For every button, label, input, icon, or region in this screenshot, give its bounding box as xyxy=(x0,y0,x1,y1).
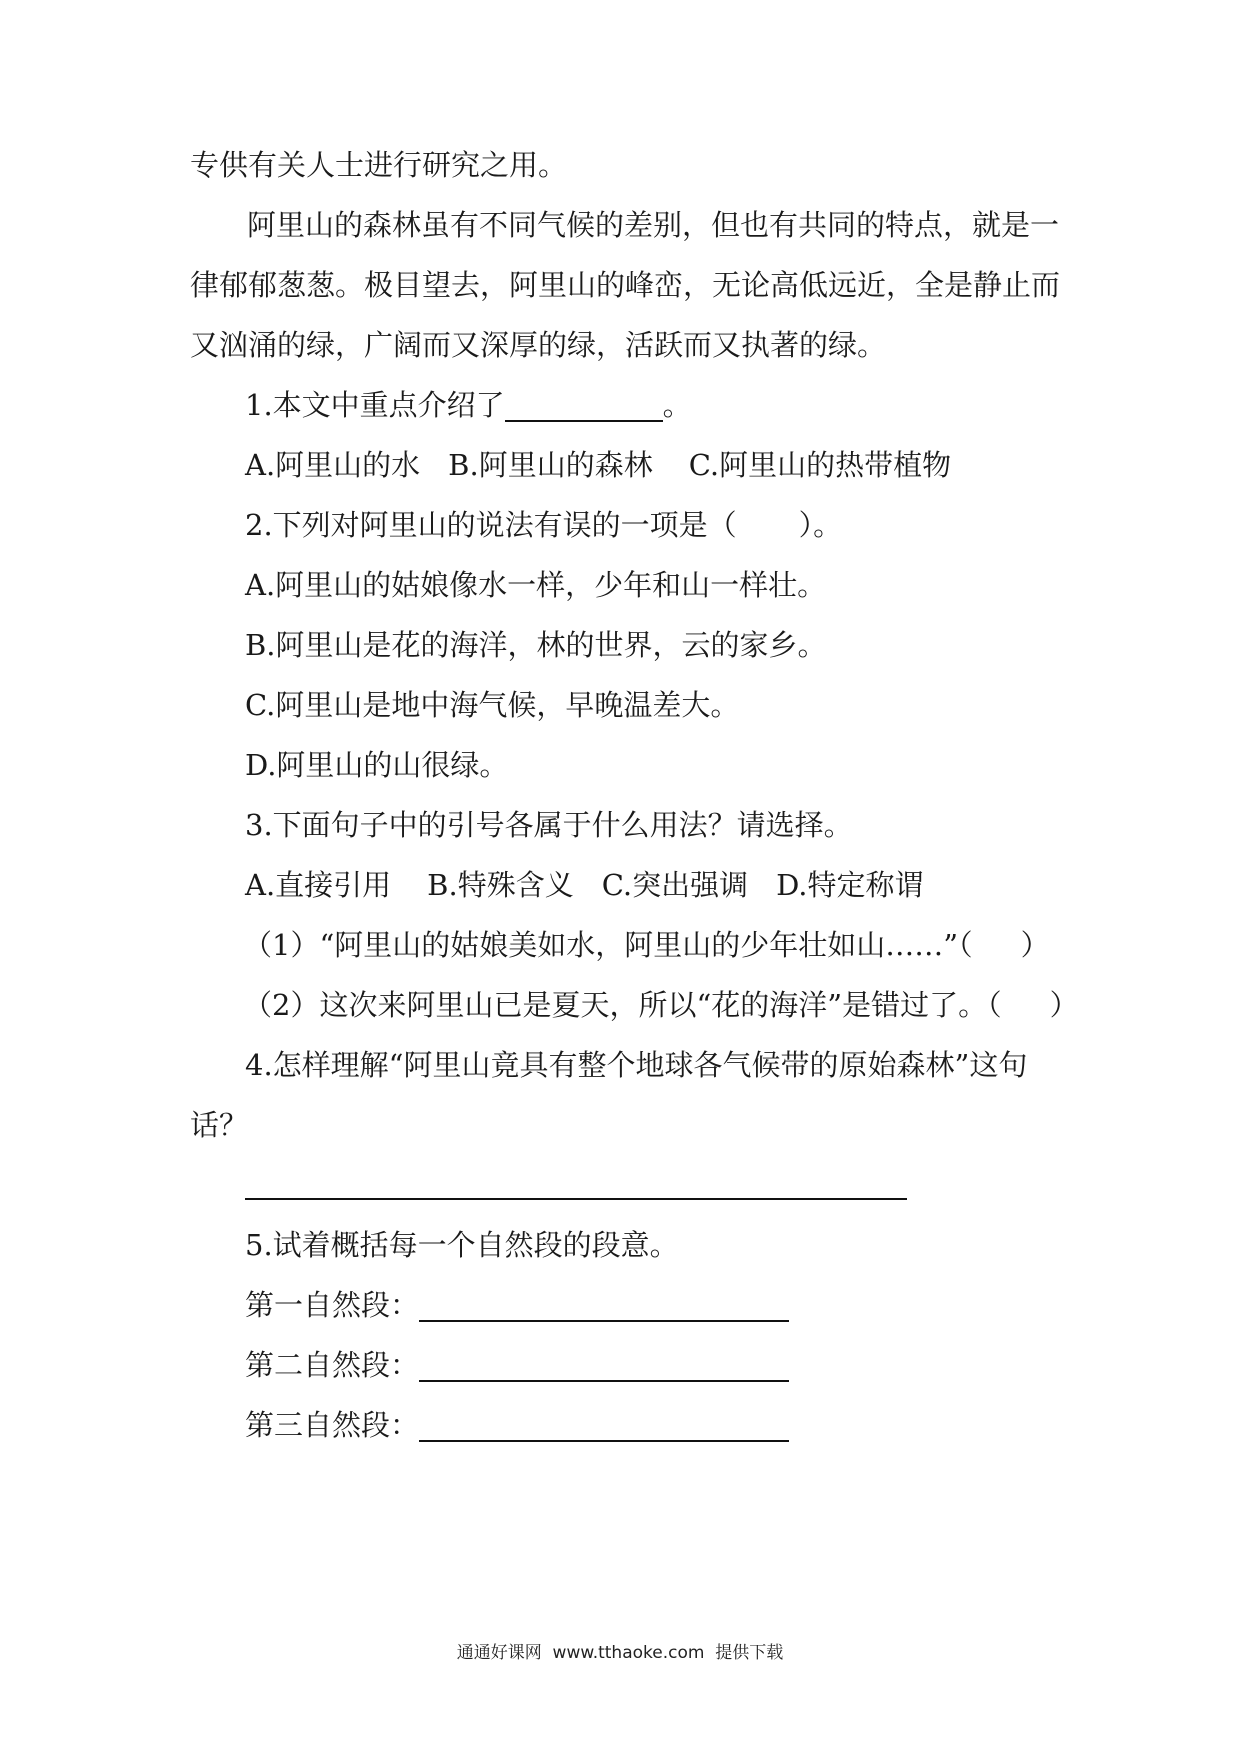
answer-blank[interactable] xyxy=(419,1292,789,1322)
item-text: （2）这次来阿里山已是夏天，所以“花的海洋”是错过了。（ xyxy=(243,988,1002,1022)
option-a: A.直接引用 xyxy=(245,868,392,902)
item-close: ） xyxy=(1049,988,1079,1022)
question-2 xyxy=(245,508,842,542)
option-c[interactable]: C.阿里山的热带植物 xyxy=(688,448,952,482)
question-4-line: 4.怎样理解“阿里山竟具有整个地球各气候带的原始森林”这句 xyxy=(245,1048,1028,1082)
option-c: C.突出强调 xyxy=(601,868,749,902)
question-5-stem: 5.试着概括每一个自然段的段意。 xyxy=(245,1228,679,1262)
question-3-item-2 xyxy=(243,988,1079,1022)
footer-site: 通通好课网 xyxy=(456,1643,542,1663)
paragraph-1-row xyxy=(245,1288,789,1322)
question-1-options xyxy=(245,448,951,482)
item-text: （1）“阿里山的姑娘美如水，阿里山的少年壮如山……”（ xyxy=(243,928,973,962)
passage-line: 专供有关人士进行研究之用。 xyxy=(190,148,568,182)
paragraph-3-label: 第三自然段： xyxy=(245,1408,420,1442)
question-2-stem: 2.下列对阿里山的说法有误的一项是（ xyxy=(245,508,737,542)
option-a[interactable]: A.阿里山的水 xyxy=(245,448,421,482)
question-1 xyxy=(245,388,692,422)
question-4-line: 话？ xyxy=(190,1108,249,1142)
answer-blank[interactable] xyxy=(505,392,663,422)
passage-line: 阿里山的森林虽有不同气候的差别，但也有共同的特点，就是一 xyxy=(247,208,1060,242)
option-c[interactable]: C.阿里山是地中海气候，早晚温差大。 xyxy=(245,688,740,722)
item-close: ） xyxy=(1020,928,1050,962)
question-2-end: ）。 xyxy=(798,508,843,542)
answer-blank[interactable] xyxy=(419,1412,789,1442)
paragraph-2-label: 第二自然段： xyxy=(245,1348,420,1382)
footer-url[interactable]: www.tthaoke.com xyxy=(552,1643,705,1663)
option-b: B.特殊含义 xyxy=(427,868,574,902)
option-a[interactable]: A.阿里山的姑娘像水一样，少年和山一样壮。 xyxy=(245,568,827,602)
answer-blank[interactable] xyxy=(419,1352,789,1382)
paragraph-3-row xyxy=(245,1408,789,1442)
option-b[interactable]: B.阿里山的森林 xyxy=(448,448,653,482)
paragraph-1-label: 第一自然段： xyxy=(245,1288,420,1322)
paragraph-2-row xyxy=(245,1348,789,1382)
option-d[interactable]: D.阿里山的山很绿。 xyxy=(245,748,509,782)
option-b[interactable]: B.阿里山是花的海洋，林的世界，云的家乡。 xyxy=(245,628,827,662)
question-3-options xyxy=(245,868,924,902)
footer xyxy=(0,1638,1240,1663)
passage-line: 律郁郁葱葱。极目望去，阿里山的峰峦，无论高低远近，全是静止而 xyxy=(190,268,1061,302)
answer-line[interactable] xyxy=(245,1198,907,1200)
option-d: D.特定称谓 xyxy=(776,868,924,902)
question-3-item-1 xyxy=(243,928,1050,962)
question-3-stem: 3.下面句子中的引号各属于什么用法？请选择。 xyxy=(245,808,853,842)
passage-line: 又汹涌的绿，广阔而又深厚的绿，活跃而又执著的绿。 xyxy=(190,328,887,362)
question-1-stem: 1.本文中重点介绍了 xyxy=(245,388,505,422)
footer-suffix: 提供下载 xyxy=(715,1643,784,1663)
question-1-end: 。 xyxy=(662,388,692,422)
